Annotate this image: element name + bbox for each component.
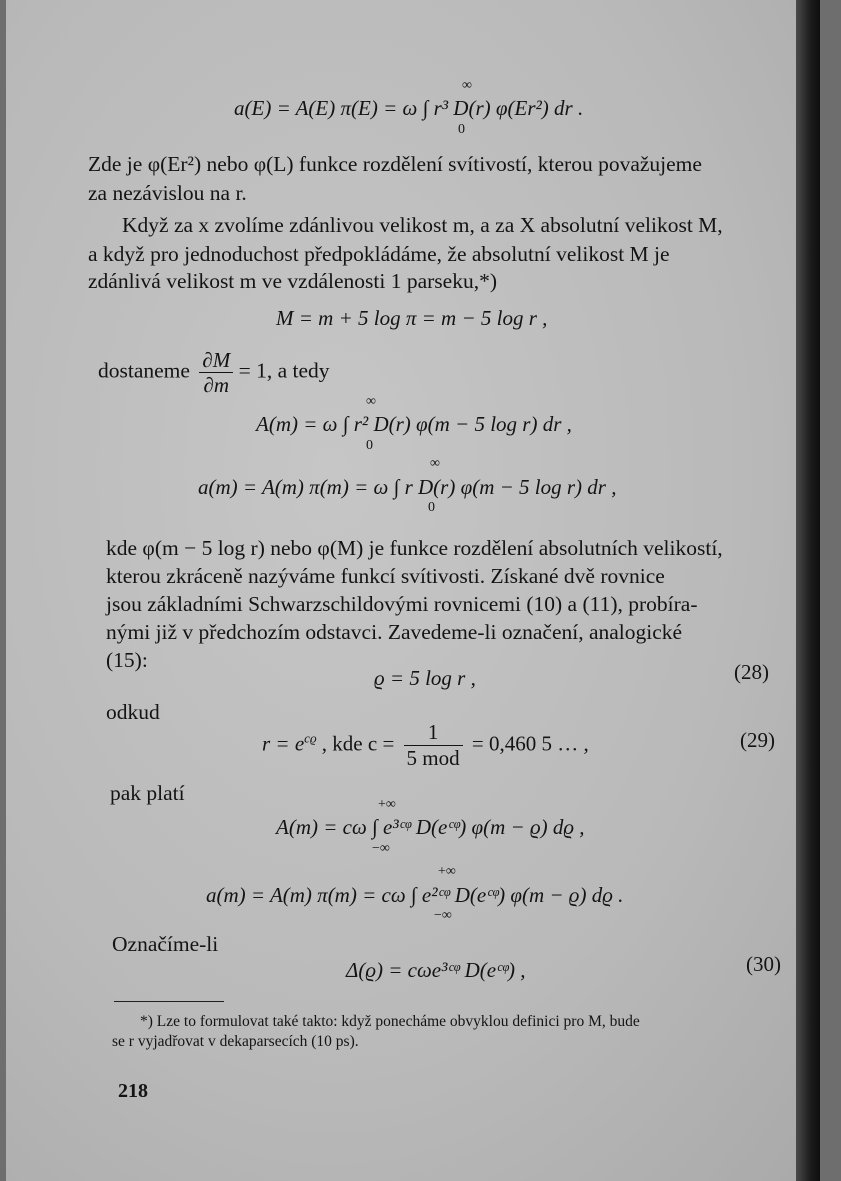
fraction-numerator: ∂M <box>199 348 233 373</box>
equation-a-E <box>234 96 583 121</box>
page-number: 218 <box>118 1080 148 1102</box>
paragraph-3-line-1: kde φ(m − 5 log r) nebo φ(M) je funkce rozdělení absolutních velikostí, <box>106 536 723 560</box>
paragraph-3-line-5: (15): <box>106 648 148 672</box>
odkud-text: odkud <box>106 700 160 724</box>
fraction-denominator: 5 mod <box>406 746 460 770</box>
paragraph-3-line-4: nými již v předchozím odstavci. Zavedeme-li označení, analogické <box>106 620 683 644</box>
integral-lower-limit: 0 <box>428 500 435 515</box>
equation-number-30: (30) <box>746 952 781 976</box>
paragraph-3-line-2: kterou zkráceně nazýváme funkcí svítivosti. Získané dvě rovnice <box>106 564 665 588</box>
equation-30: Δ(ϱ) = cωe³ᶜᵠ D(eᶜᵠ) , <box>346 958 526 982</box>
eq29-r: r = e <box>262 731 305 756</box>
equation-number-28: (28) <box>734 660 769 684</box>
equation-A-m-rho: A(m) = cω ∫ e³ᶜᵠ D(eᶜᵠ) φ(m − ϱ) dϱ , <box>276 815 585 839</box>
paragraph-2-line-1: Když za x zvolíme zdánlivou velikost m, a za X absolutní velikost M, <box>122 213 723 237</box>
paragraph-1-line-1: Zde je φ(Er²) nebo φ(L) funkce rozdělení svítivostí, kterou považujeme <box>88 152 702 176</box>
integral-upper-limit: ∞ <box>430 456 440 471</box>
equation-28: ϱ = 5 log r , <box>374 666 476 690</box>
eq29-fraction <box>404 720 463 771</box>
eq29-value: = 0,460 5 … , <box>471 731 589 756</box>
paragraph-1-line-2: za nezávislou na r. <box>88 181 247 205</box>
equation-a-m: a(m) = A(m) π(m) = ω ∫ r D(r) φ(m − 5 log r) dr , <box>198 475 617 499</box>
integral-upper-limit: ∞ <box>366 394 376 409</box>
dostaneme-line <box>98 348 330 397</box>
integral-upper-limit: ∞ <box>462 78 472 93</box>
paragraph-2-line-3: zdánlivá velikost m ve vzdálenosti 1 parseku,*) <box>88 269 497 293</box>
equation-number-29: (29) <box>740 728 775 752</box>
pak-plati-text: pak platí <box>110 781 185 805</box>
dostaneme-tail: = 1, a tedy <box>238 358 330 383</box>
paragraph-3-line-3: jsou základními Schwarzschildovými rovnicemi (10) a (11), probíra- <box>106 592 698 616</box>
integral-upper-limit: +∞ <box>378 797 396 812</box>
partial-fraction <box>199 348 233 397</box>
eq29-kde: , kde c = <box>321 731 395 756</box>
fraction-denominator: ∂m <box>203 373 230 397</box>
footnote-line-2: se r vyjadřovat v dekaparsecích (10 ps). <box>112 1033 359 1050</box>
equation-text: a(E) = A(E) π(E) = ω ∫ r³ D(r) φ(Er²) dr . <box>234 96 584 120</box>
book-spine-shadow <box>796 0 820 1181</box>
integral-lower-limit: 0 <box>458 122 465 137</box>
footnote-line-1: *) Lze to formulovat také takto: když ponecháme obvyklou definici pro M, bude <box>140 1013 640 1030</box>
equation-M: M = m + 5 log π = m − 5 log r , <box>276 306 548 330</box>
footnote-rule <box>114 1001 224 1002</box>
eq29-exponent: cϱ <box>304 730 317 746</box>
equation-A-m: A(m) = ω ∫ r² D(r) φ(m − 5 log r) dr , <box>256 412 572 436</box>
equation-a-m-rho: a(m) = A(m) π(m) = cω ∫ e²ᶜᵠ D(eᶜᵠ) φ(m − ϱ) dϱ . <box>206 883 624 907</box>
book-page <box>6 0 820 1181</box>
dostaneme-text: dostaneme <box>98 358 190 383</box>
integral-lower-limit: 0 <box>366 438 373 453</box>
integral-lower-limit: −∞ <box>372 841 390 856</box>
integral-lower-limit: −∞ <box>434 908 452 923</box>
oznacime-text: Označíme-li <box>112 932 219 956</box>
paragraph-2-line-2: a když pro jednoduchost předpokládáme, že absolutní velikost M je <box>88 242 670 266</box>
integral-upper-limit: +∞ <box>438 864 456 879</box>
fraction-numerator: 1 <box>404 720 463 746</box>
equation-29 <box>262 720 589 771</box>
